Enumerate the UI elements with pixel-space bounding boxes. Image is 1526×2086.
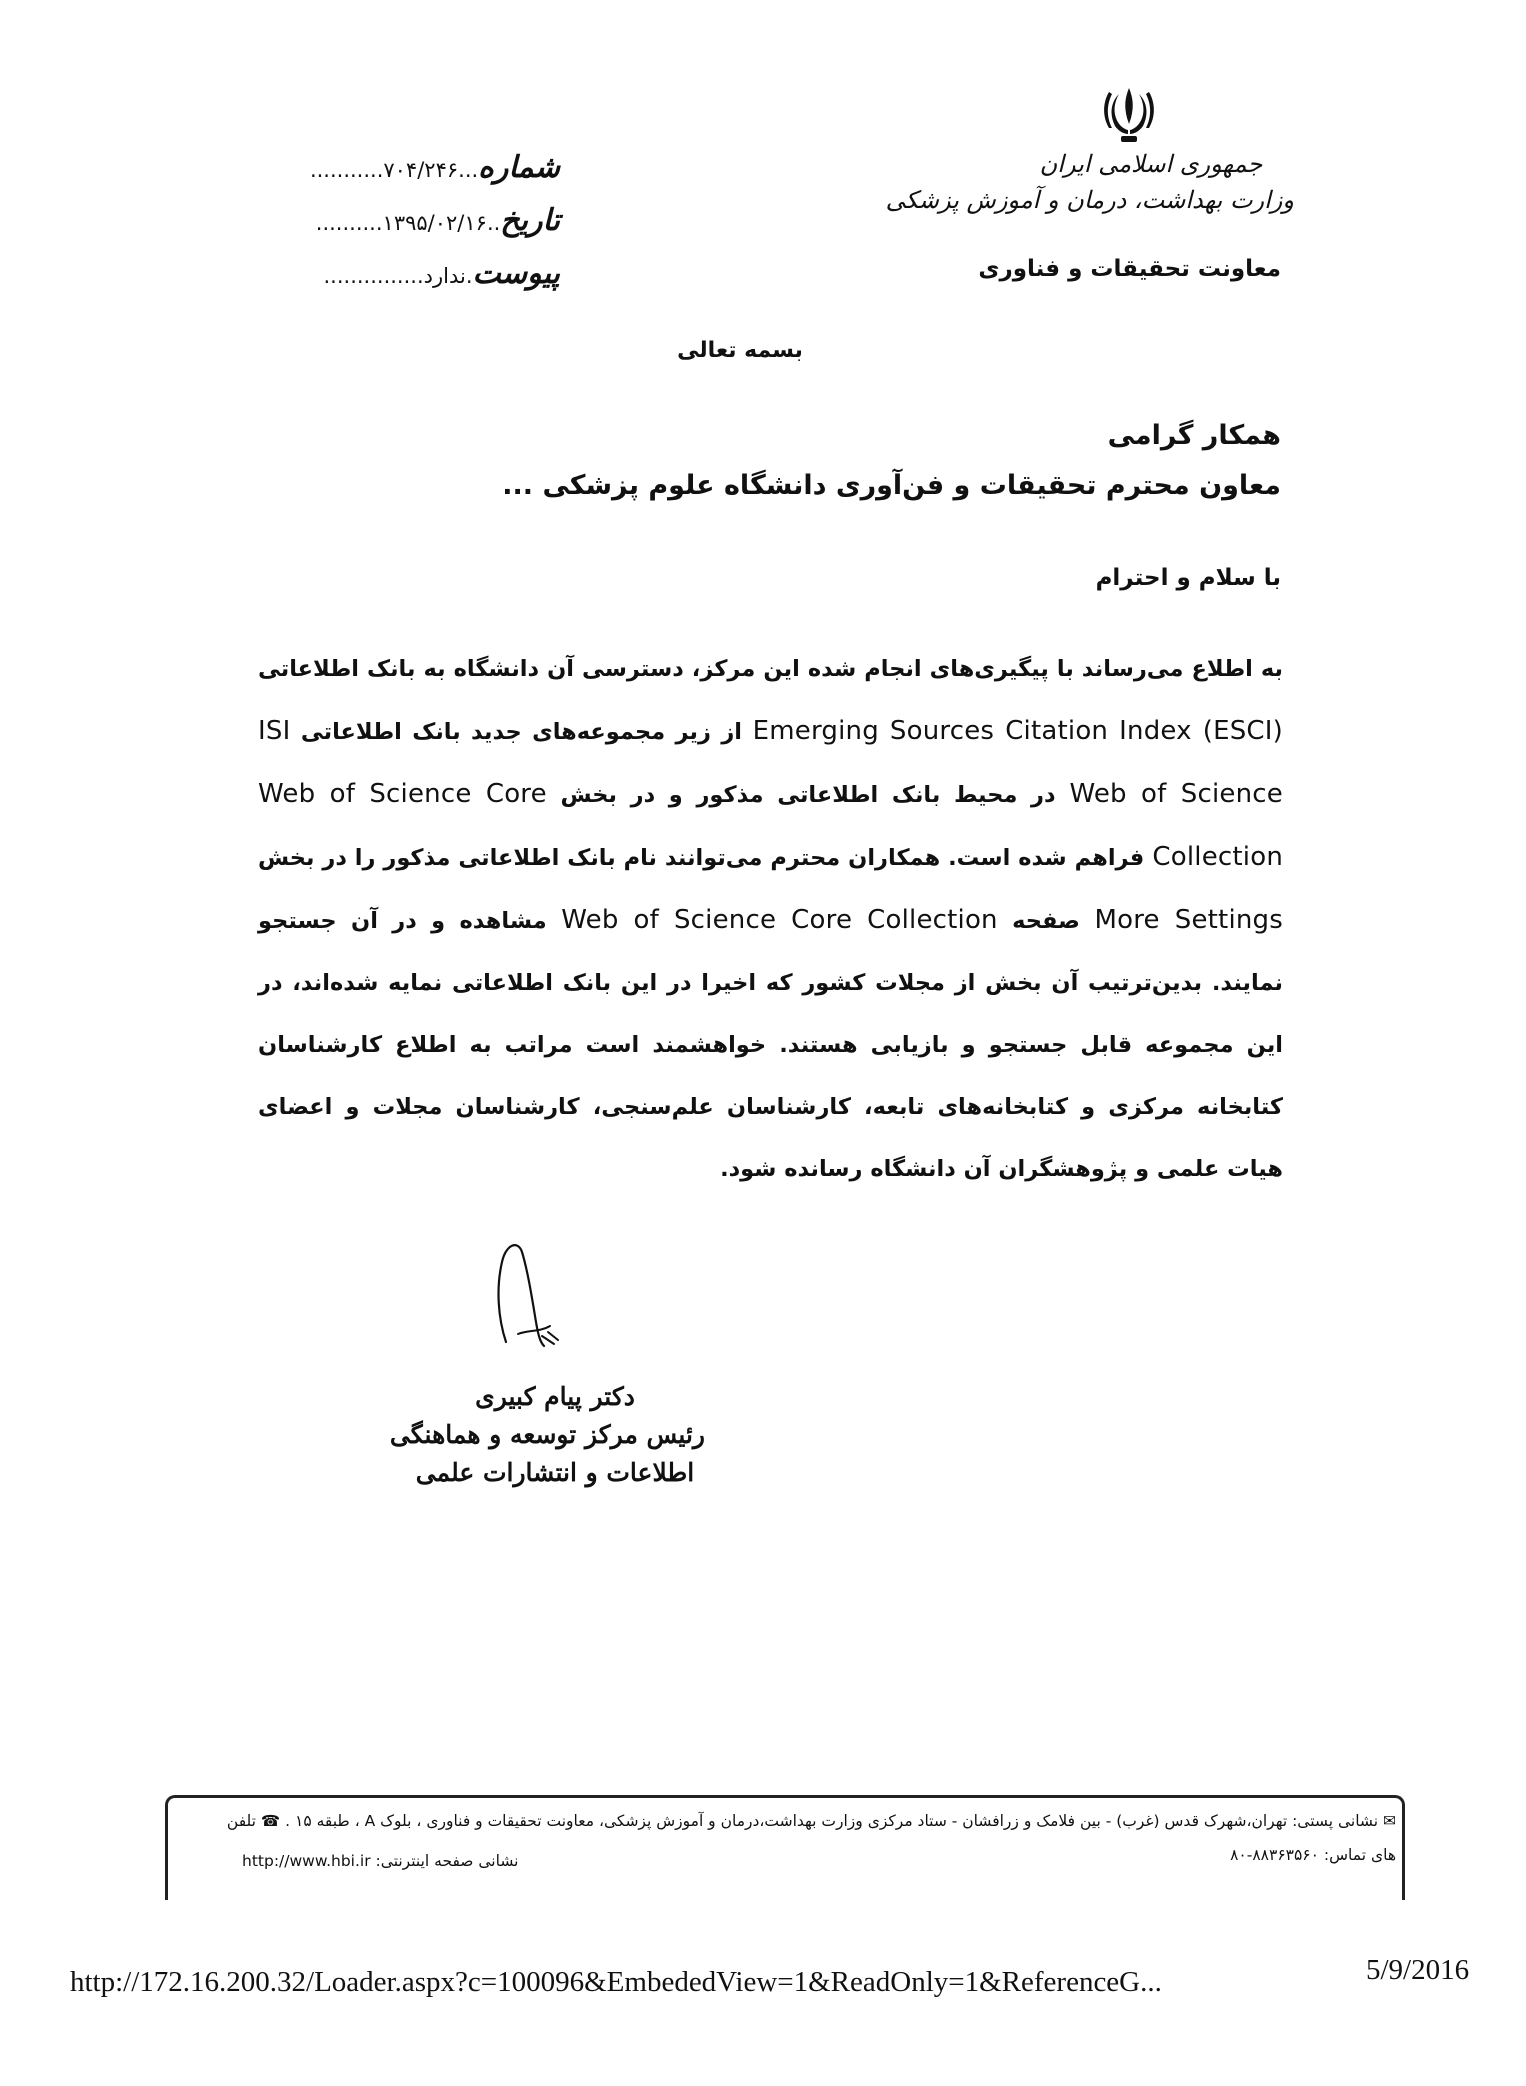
attachment-value: .ندارد............... [323,264,473,288]
reference-number [260,150,560,185]
footer-box [165,1795,1405,1900]
website-label: نشانی صفحه اینترنتی: [375,1852,519,1870]
website-link[interactable]: http://www.hbi.ir [242,1852,371,1870]
signatory-title-1: رئیس مرکز توسعه و هماهنگی [389,1420,705,1449]
greeting-recipient: معاون محترم تحقیقات و فن‌آوری دانشگاه علوم پزشکی ... [502,470,1281,501]
phone-label: های تماس: [1323,1846,1396,1864]
phone-number: ۸۸۳۶۳۵۶۰-۸۰ [1230,1846,1319,1864]
body-part-1: به اطلاع می‌رساند با پیگیری‌های انجام شده این مرکز، دسترسی آن دانشگاه به بانک اطلاعاتی [258,656,1283,682]
body-part-2: از زیر مجموعه‌های جدید بانک اطلاعاتی [300,719,742,745]
number-value: ...۷۰۴/۲۴۶........... [309,158,479,182]
greeting-colleague: همکار گرامی [1107,420,1281,451]
country-name: جمهوری اسلامی ایران [1039,150,1263,178]
number-label: شماره [478,150,560,185]
collection-name-2: Web of Science Core Collection [561,905,998,935]
body-part-3: در محیط بانک اطلاعاتی مذکور و در بخش [560,782,1056,808]
print-url: http://172.16.200.32/Loader.aspx?c=100096&EmbededView=1&ReadOnly=1&ReferenceG... [70,1966,1162,1998]
print-date: 5/9/2016 [1366,1954,1470,1986]
handwritten-signature-icon [488,1238,572,1368]
attachment-label: پیوست [472,256,560,291]
index-name: Emerging Sources Citation Index (ESCI) [752,716,1283,746]
reference-attachment [260,256,560,291]
collection-name: Web of Science Core Collection [258,779,1283,872]
salutation: با سلام و احترام [1095,565,1281,591]
date-label: تاریخ [500,203,560,238]
footer-website [242,1852,518,1870]
footer-address: ✉ نشانی پستی: تهران،شهرک قدس (غرب) - بین فلامک و زرافشان - ستاد مرکزی وزارت بهداشت،درمان و آموزش پزشکی، معاونت تحقیقات و فناوری ، بلوک A ، طبقه ۱۵ . ☎ تلفن [226,1812,1396,1830]
isi-name: ISI Web of Science [258,716,1283,809]
bismillah: بسمه تعالی [677,338,803,363]
ministry-name: وزارت بهداشت، درمان و آموزش پزشکی [885,186,1294,214]
letter-body [258,638,1283,1200]
signatory-title-2: اطلاعات و انتشارات علمی [415,1458,695,1487]
date-value: ..۱۳۹۵/۰۲/۱۶.......... [315,211,501,235]
body-part-6: مشاهده و در آن جستجو نمایند. بدین‌ترتیب آن بخش از مجلات کشور که اخیرا در این بانک اطلاعاتی نمایه شده‌اند، در این مجموعه قابل جستجو و بازیابی هستند. خواهشمند است مراتب به اطلاع کارشناسان کتابخانه مرکزی و کتابخانه‌های تابعه، کارشناسان علم‌سنجی، کارشناسان مجلات و اعضای هیات علمی و پژوهشگران آن دانشگاه رسانده شود. [258,908,1283,1182]
iran-emblem-icon [1097,84,1161,146]
signatory-name: دکتر پیام کبیری [475,1382,635,1411]
settings-name: More Settings [1094,905,1283,935]
reference-date [260,203,560,238]
footer-phone [1230,1846,1396,1864]
body-part-4: فراهم شده است. همکاران محترم می‌توانند نام بانک اطلاعاتی مذکور را در بخش [258,845,1145,871]
body-part-5: صفحه [1012,908,1080,934]
deputy-office: معاونت تحقیقات و فناوری [978,256,1281,282]
